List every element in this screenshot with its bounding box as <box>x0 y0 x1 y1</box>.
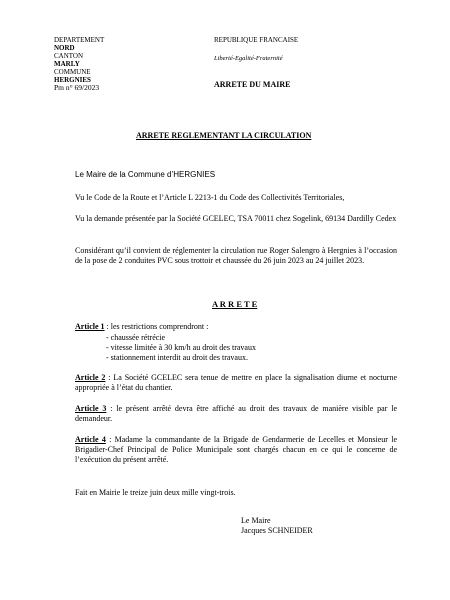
article-3-label: Article 3 <box>75 404 107 413</box>
article-2-text: : La Société GCELEC sera tenue de mettre en place la signalisation diurne et nocturne appropriée à l’état du chantier. <box>75 373 397 392</box>
considerant-paragraph: Considérant qu’il convient de réglementer la circulation rue Roger Salengro à Hergnies à l’occasion de la pose de 2 conduites PVC sous trottoir et chaussée du 26 juin 2023 au 24 juillet 2023. <box>75 246 397 265</box>
signature-role: Le Maire <box>241 516 271 525</box>
article-1-label: Article 1 <box>75 322 105 331</box>
vu-code-route: Vu le Code de la Route et l’Article L 2213-1 du Code des Collectivités Territoriales, <box>75 193 345 202</box>
header-republic: REPUBLIQUE FRANCAISE <box>214 36 299 44</box>
signature-name: Jacques SCHNEIDER <box>241 526 313 535</box>
header-commune: COMMUNE <box>54 68 91 76</box>
article-1 <box>75 322 208 332</box>
arrete-heading: A R R E T E <box>212 299 258 309</box>
list-item: - chaussée rétrécie <box>106 333 166 342</box>
article-2 <box>75 373 397 393</box>
list-item: - stationnement interdit au droit des travaux. <box>106 353 248 362</box>
signature-block <box>241 516 313 536</box>
header-hergnies: HERGNIES <box>54 76 91 84</box>
article-1-text: : les restrictions comprendront : <box>104 322 209 331</box>
fait-en-mairie: Fait en Mairie le treize juin deux mille vingt-trois. <box>75 488 236 497</box>
header-nord: NORD <box>54 44 75 52</box>
header-motto: Liberté-Egalité-Fraternité <box>214 55 283 62</box>
article-4 <box>75 435 397 465</box>
article-2-label: Article 2 <box>75 373 106 382</box>
vu-demande: Vu la demande présentée par la Société GCELEC, TSA 70011 chez Sogelink, 69134 Dardilly Cedex <box>75 214 397 223</box>
article-3 <box>75 404 397 424</box>
intro-line: Le Maire de la Commune d’HERGNIES <box>75 170 216 179</box>
list-item: - vitesse limitée à 30 km/h au droit des travaux <box>106 343 256 352</box>
header-ref: Pm n° 69/2023 <box>54 83 100 92</box>
article-3-text: : le présent arrêté devra être affiché au droit des travaux de manière visible par le demandeur. <box>75 404 397 423</box>
document-title: ARRETE REGLEMENTANT LA CIRCULATION <box>136 131 312 140</box>
header-left <box>54 36 104 92</box>
header-canton: CANTON <box>54 52 84 60</box>
header-marly: MARLY <box>54 60 80 68</box>
article-1-list <box>106 333 256 363</box>
header-arrete-title: ARRETE DU MAIRE <box>214 80 291 89</box>
header-departement: DEPARTEMENT <box>54 36 105 44</box>
article-4-label: Article 4 <box>75 435 106 444</box>
article-4-text: : Madame la commandante de la Brigade de Gendarmerie de Lecelles et Monsieur le Brigadier-Chef Principal de Police Municipale sont chargés chacun en ce qui le concerne de l’exécution du présent arrêté. <box>75 435 397 464</box>
